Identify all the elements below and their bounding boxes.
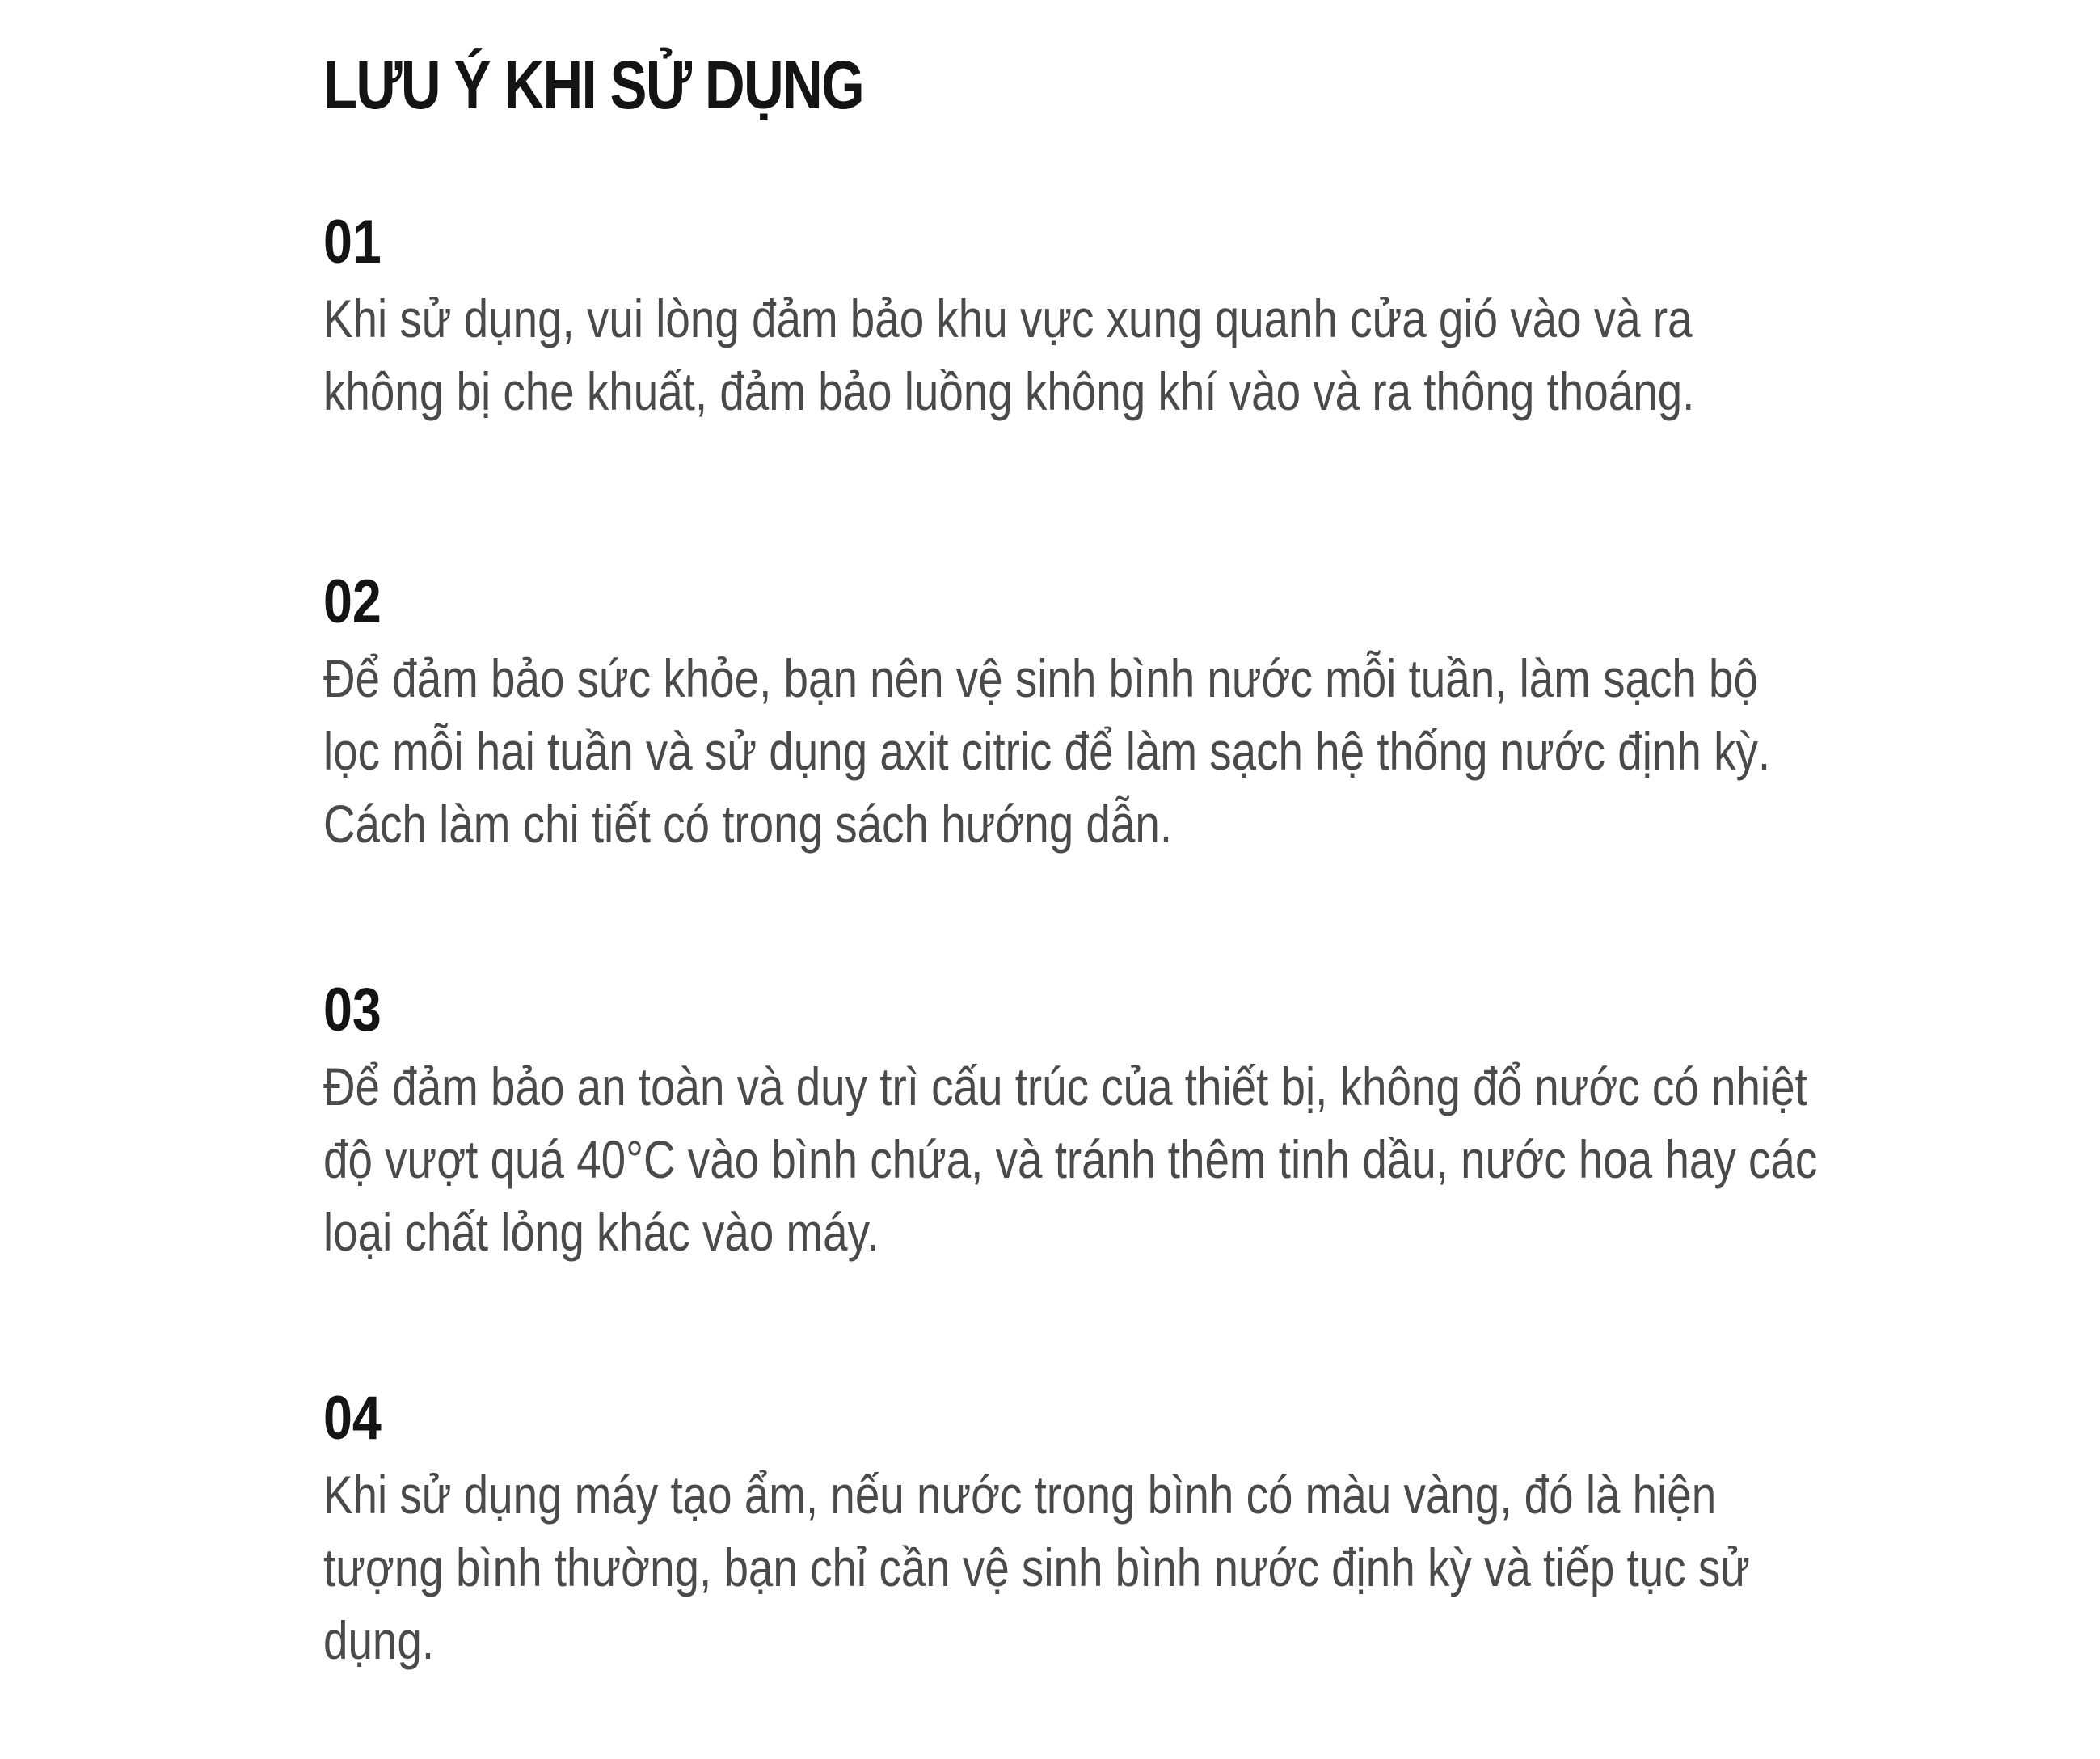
- note-text: Để đảm bảo sức khỏe, bạn nên vệ sinh bình nước mỗi tuần, làm sạch bộ lọc mỗi hai tuần và sử dụng axit citric để làm sạch hệ thống nước định kỳ. Cách làm chi tiết có trong sách hướng dẫn.: [323, 648, 1771, 854]
- note-number: 04: [323, 1384, 382, 1453]
- note-text: Khi sử dụng, vui lòng đảm bảo khu vực xung quanh cửa gió vào và ra không bị che khuất, đảm bảo luồng không khí vào và ra thông thoáng.: [323, 289, 1695, 421]
- note-item: [323, 974, 1819, 1268]
- note-number: 03: [323, 976, 382, 1044]
- note-item: [323, 1382, 1819, 1677]
- note-item: [323, 206, 1819, 428]
- page-title: LƯU Ý KHI SỬ DỤNG: [323, 47, 864, 123]
- note-text: Khi sử dụng máy tạo ẩm, nếu nước trong bình có màu vàng, đó là hiện tượng bình thường, bạn chỉ cần vệ sinh bình nước định kỳ và tiếp tục sử dụng.: [323, 1465, 1750, 1670]
- note-number: 01: [323, 208, 382, 276]
- note-text: Để đảm bảo an toàn và duy trì cấu trúc của thiết bị, không đổ nước có nhiệt độ vượt quá 40°C vào bình chứa, và tránh thêm tinh dầu, nước hoa hay các loại chất lỏng khác vào máy.: [323, 1057, 1818, 1262]
- note-item: [323, 566, 1819, 860]
- note-number: 02: [323, 567, 382, 636]
